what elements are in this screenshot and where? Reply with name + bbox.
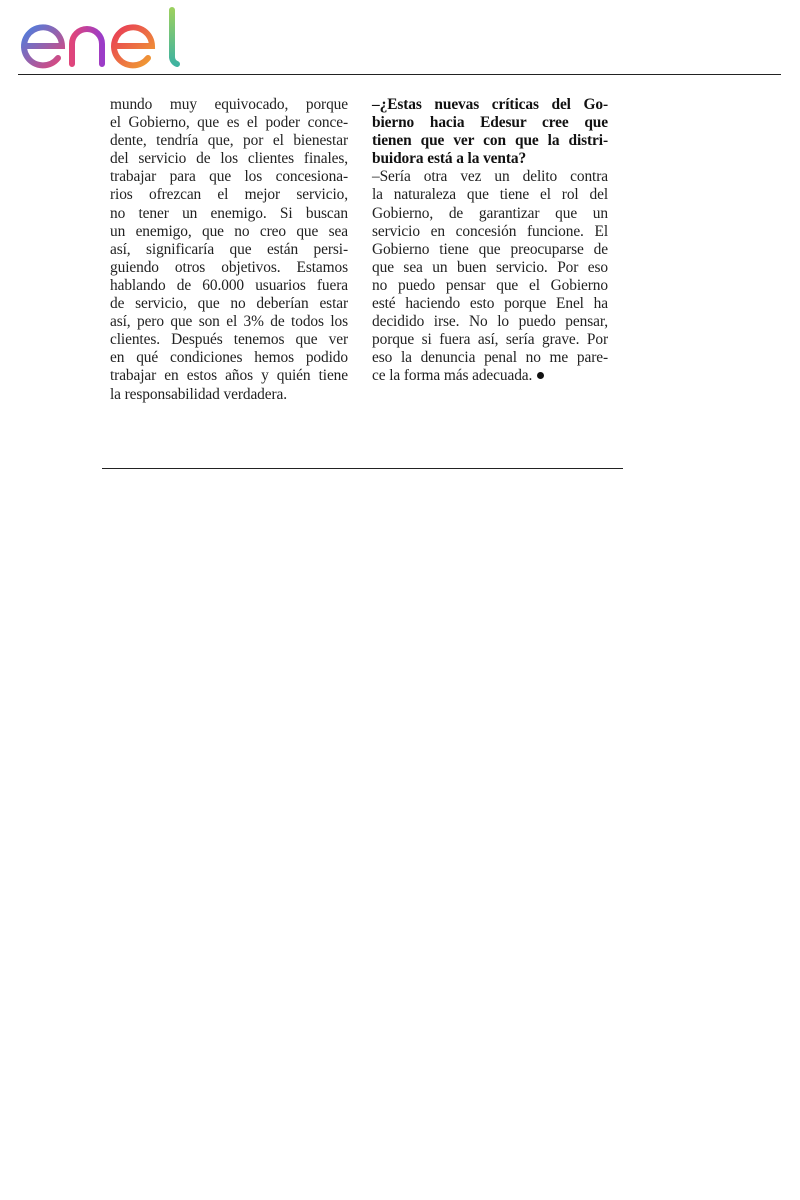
- text-line: rios ofrezcan el mejor servicio,: [110, 186, 348, 204]
- text-line: servicio en concesión funcione. El: [372, 222, 608, 240]
- text-line: no tener un enemigo. Si buscan: [110, 204, 348, 222]
- question-line: –¿Estas nuevas críticas del Go-: [372, 96, 608, 113]
- text-line: mundo muy equivocado, porque: [110, 96, 348, 113]
- article-body: [108, 96, 612, 416]
- text-line: trabajar en estos años y quién tiene: [110, 367, 348, 385]
- question-line: tienen que ver con que la distri-: [372, 132, 608, 150]
- article-column-left: [110, 96, 348, 404]
- final-sentence: ce la forma más adecuada.: [372, 367, 533, 385]
- text-line: esté haciendo esto porque Enel ha: [372, 295, 608, 313]
- question-line: buidora está a la venta?: [372, 150, 527, 168]
- text-line-final: [372, 367, 608, 385]
- article-column-right: [372, 96, 608, 386]
- header-divider: [18, 74, 781, 75]
- text-line: hablando de 60.000 usuarios fuera: [110, 276, 348, 294]
- text-line: trabajar para que los concesiona-: [110, 168, 348, 186]
- text-line: porque si fuera así, sería grave. Por: [372, 331, 608, 349]
- text-line: decidido irse. No lo puedo pensar,: [372, 313, 608, 331]
- text-line: la responsabilidad verdadera.: [110, 385, 288, 403]
- text-line: clientes. Después tenemos que ver: [110, 331, 348, 349]
- text-line: de servicio, que no deberían estar: [110, 295, 348, 313]
- end-of-article-bullet: [537, 372, 544, 379]
- text-line: la naturaleza que tiene el rol del: [372, 186, 608, 204]
- text-line: en qué condiciones hemos podido: [110, 349, 348, 367]
- text-line: así, pero que son el 3% de todos los: [110, 313, 348, 331]
- text-line: así, significaría que están persi-: [110, 240, 348, 258]
- enel-logo: [14, 4, 184, 70]
- text-line: Gobierno, de garantizar que un: [372, 204, 608, 222]
- text-line: no puedo pensar que el Gobierno: [372, 276, 608, 294]
- question-line: bierno hacia Edesur cree que: [372, 114, 608, 132]
- text-line: que sea un buen servicio. Por eso: [372, 258, 608, 276]
- text-line: un enemigo, que no creo que sea: [110, 222, 348, 240]
- interview-question: [372, 96, 608, 168]
- text-line: Gobierno tiene que preocuparse de: [372, 240, 608, 258]
- footer-divider: [102, 468, 623, 469]
- text-line: eso la denuncia penal no me pare-: [372, 349, 608, 367]
- text-line: el Gobierno, que es el poder conce-: [110, 114, 348, 132]
- text-line: guiendo otros objetivos. Estamos: [110, 258, 348, 276]
- interview-answer: [372, 168, 608, 385]
- text-line: –Sería otra vez un delito contra: [372, 168, 608, 186]
- text-line: del servicio de los clientes finales,: [110, 150, 348, 168]
- text-line: dente, tendría que, por el bienestar: [110, 132, 348, 150]
